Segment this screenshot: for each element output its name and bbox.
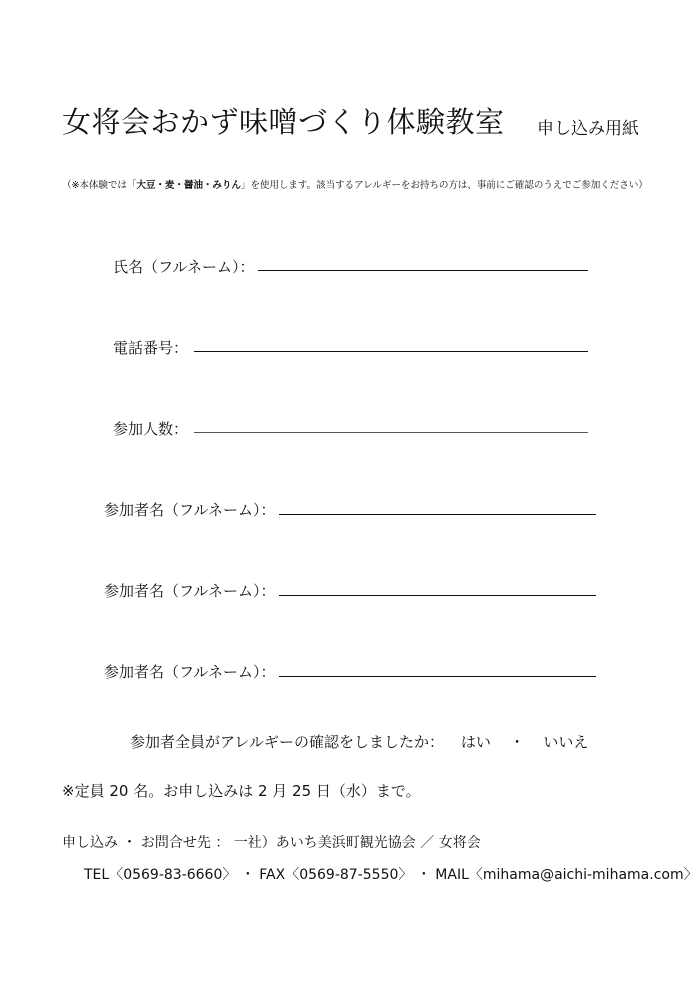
participant-name-line-1[interactable]: [279, 514, 596, 515]
form-title: 女将会おかず味噌づくり体験教室: [62, 105, 505, 139]
phone-field-label: 電話番号：: [113, 339, 189, 357]
name-field-label: 氏名（フルネーム）：: [113, 258, 255, 276]
participant-name-label-2: 参加者名（フルネーム）：: [104, 582, 276, 600]
participant-count-label: 参加人数：: [113, 420, 189, 438]
allergy-notice: [62, 177, 648, 191]
participant-name-line-3[interactable]: [279, 676, 596, 677]
participant-count-line[interactable]: [194, 432, 588, 433]
answer-no[interactable]: いいえ: [543, 733, 589, 751]
name-field-line[interactable]: [258, 270, 588, 271]
phone-field-line[interactable]: [194, 351, 588, 352]
participant-name-label-3: 参加者名（フルネーム）：: [104, 663, 276, 681]
contact-info: 申し込み ・ お問合せ先 ： 一社）あいち美浜町観光協会 ／ 女将会: [62, 835, 481, 851]
allergy-notice-prefix: （※本体験では「: [62, 180, 137, 191]
contact-numbers: TEL〈0569-83-6660〉 ・ FAX〈0569-87-5550〉 ・ MAIL〈mihama@aichi-mihama.com〉: [84, 867, 698, 883]
allergy-confirmation: [130, 731, 588, 752]
participant-name-line-2[interactable]: [279, 595, 596, 596]
answer-yes[interactable]: はい: [460, 733, 491, 751]
participant-name-label-1: 参加者名（フルネーム）：: [104, 501, 276, 519]
allergy-notice-suffix: 」を使用します。該当するアレルギーをお持ちの方は、事前にご確認のうえでご参加ください）: [240, 180, 648, 191]
allergen-list: 大豆・麦・醤油・みりん: [136, 180, 241, 191]
capacity-deadline-note: ※定員 20 名。お申し込みは 2 月 25 日（水）まで。: [62, 782, 421, 800]
form-subtitle: 申し込み用紙: [537, 119, 639, 139]
answer-separator: ・: [509, 733, 525, 751]
allergy-question: 参加者全員がアレルギーの確認をしましたか：: [130, 733, 445, 751]
